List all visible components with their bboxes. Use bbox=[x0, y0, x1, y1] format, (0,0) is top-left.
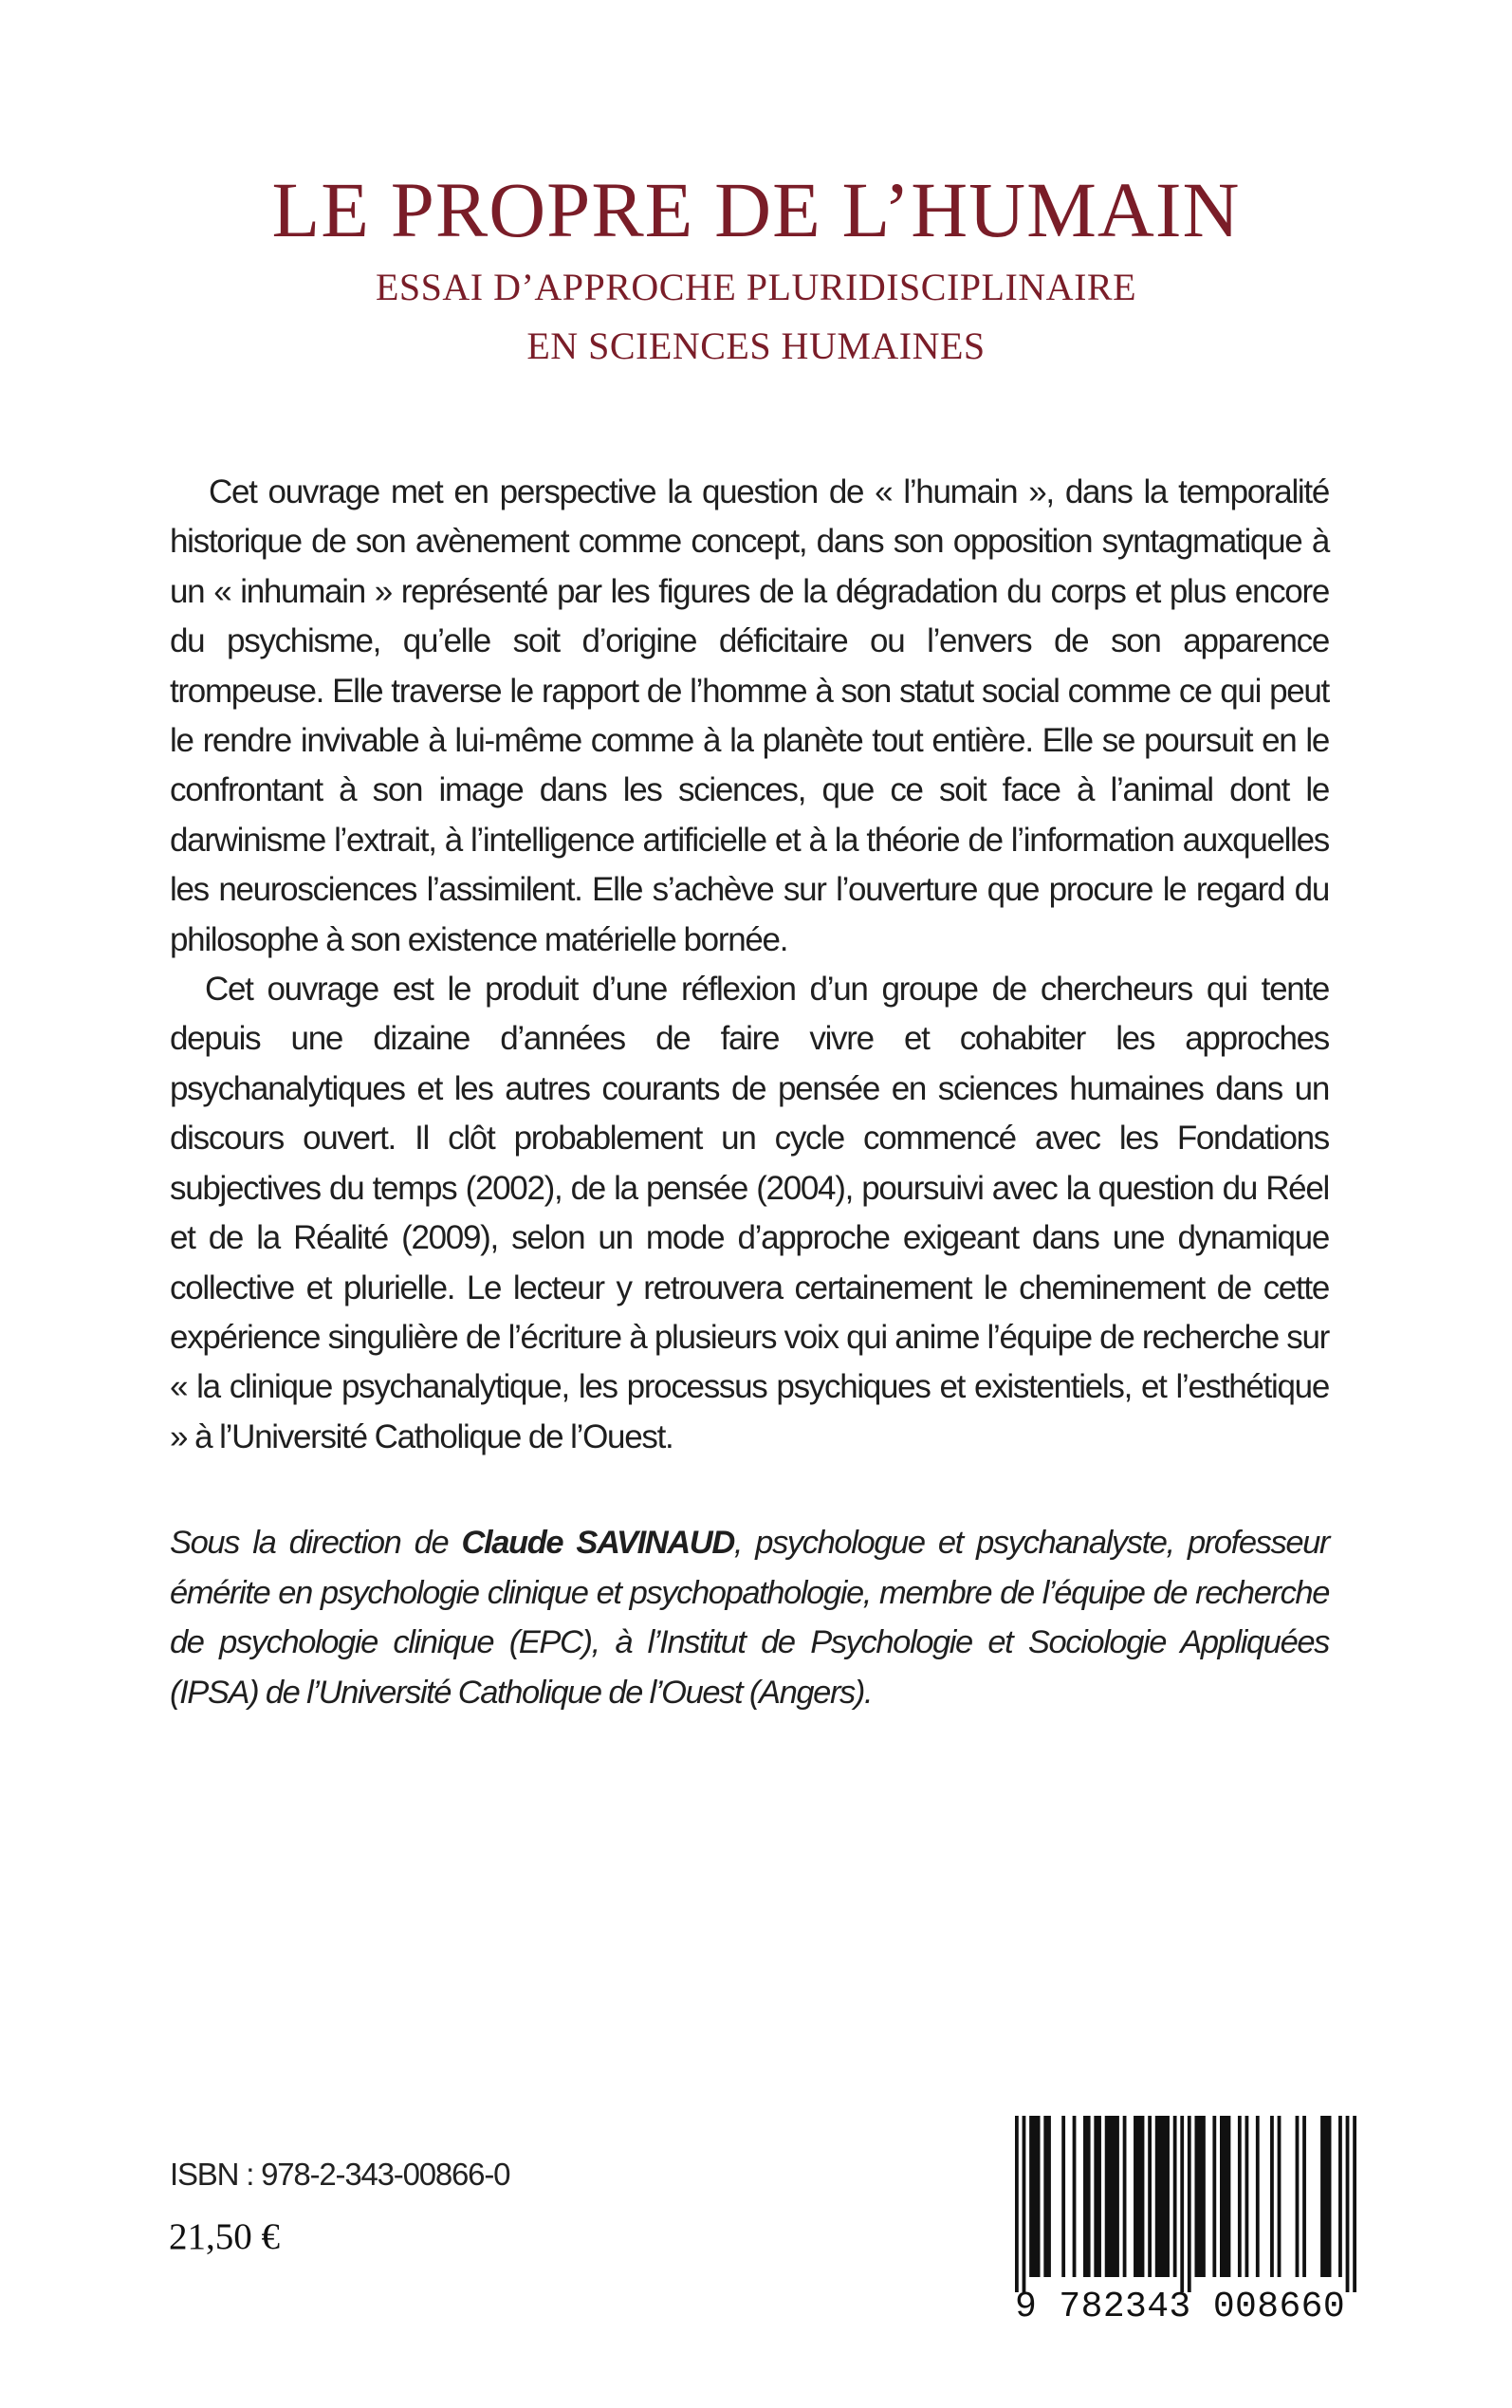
isbn: ISBN : 978-2-343-00866-0 bbox=[170, 2157, 510, 2192]
editor-credit bbox=[170, 1518, 1329, 1717]
book-subtitle-line-1: ESSAI D’APPROCHE PLURIDISCIPLINAIRE bbox=[375, 266, 1136, 308]
barcode-bar bbox=[1083, 2116, 1091, 2277]
barcode-bar bbox=[1134, 2116, 1144, 2277]
editor-name: Claude SAVINAUD bbox=[461, 1525, 734, 1561]
barcode-bar bbox=[1245, 2116, 1249, 2277]
barcode-bar bbox=[1043, 2116, 1051, 2277]
barcode-bar bbox=[1173, 2116, 1177, 2277]
barcode-digits: 9 782343 008660 bbox=[1015, 2287, 1346, 2327]
editor-credit-description: , psychologue et psychanalyste, professeur émérite en psychologie clinique et psychopathologie, membre de l’équipe de recherche de psychologie clinique (EPC), à l’Institut de Psychologie et Sociologie Appliquées (IPSA) de l’Université Catholique de l’Ouest (Angers). bbox=[170, 1525, 1329, 1711]
barcode-bar bbox=[1123, 2116, 1127, 2277]
book-subtitle-line-2: EN SCIENCES HUMAINES bbox=[526, 324, 986, 367]
barcode-bar bbox=[1061, 2116, 1065, 2277]
barcode-bar bbox=[1346, 2116, 1350, 2292]
barcode-bar bbox=[1073, 2116, 1077, 2277]
barcode-bar bbox=[1023, 2116, 1026, 2292]
barcode-bar bbox=[1220, 2116, 1230, 2277]
barcode-bar bbox=[1105, 2116, 1119, 2277]
barcode-bar bbox=[1256, 2116, 1260, 2277]
barcode-bar bbox=[1278, 2116, 1282, 2277]
barcode-bar bbox=[1094, 2116, 1101, 2277]
editor-credit-prefix: Sous la direction de bbox=[170, 1525, 462, 1561]
barcode-bar bbox=[1180, 2116, 1184, 2292]
blurb-paragraph-2: Cet ouvrage est le produit d’une réflexion d’un groupe de chercheurs qui tente depuis une dizaine d’années de faire vivre et cohabiter les approches psychanalytiques et les autres courants de pensée en sciences humaines dans un discours ouvert. Il clôt probablement un cycle commencé avec les Fondations subjectives du temps (2002), de la pensée (2004), poursuivi avec la question du Réel et de la Réalité (2009), selon un mode d’approche exigeant dans une dynamique collective et plurielle. Le lecteur y retrouvera certainement le cheminement de cette expérience singulière de l’écriture à plusieurs voix qui anime l’équipe de recherche sur « la clinique psychanalytique, les processus psychiques et existentiels, et l’esthétique » à l’Université Catholique de l’Ouest. bbox=[170, 971, 1329, 1455]
barcode-bar bbox=[1212, 2116, 1216, 2277]
barcode-bar bbox=[1194, 2116, 1205, 2277]
barcode-bar bbox=[1238, 2116, 1242, 2277]
barcode-bar bbox=[1029, 2116, 1040, 2277]
book-title: LE PROPRE DE L’HUMAIN bbox=[271, 166, 1241, 253]
blurb-paragraph-1: Cet ouvrage met en perspective la question de « l’humain », dans la temporalité historique de son avènement comme concept, dans son opposition syntagmatique à un « inhumain » représenté par les figures de la dégradation du corps et plus encore du psychisme, qu’elle soit d’origine déficitaire ou l’envers de son apparence trompeuse. Elle traverse le rapport de l’homme à son statut social comme ce qui peut le rendre invivable à lui-même comme à la planète tout entière. Elle se poursuit en le confrontant à son image dans les sciences, que ce soit face à l’animal dont le darwinisme l’extrait, à l’intelligence artificielle et à la théorie de l’information auxquelles les neurosciences l’assimilent. Elle s’achève sur l’ouverture que procure le regard du philosophe à son existence matérielle bornée. bbox=[170, 473, 1329, 958]
barcode-bar bbox=[1270, 2116, 1274, 2277]
barcode-bar bbox=[1155, 2116, 1170, 2277]
barcode-bar bbox=[1320, 2116, 1331, 2277]
barcode-bar bbox=[1015, 2116, 1019, 2292]
barcode-bars bbox=[1015, 2116, 1356, 2296]
barcode-bar bbox=[1148, 2116, 1152, 2277]
blurb bbox=[170, 468, 1329, 1462]
barcode-bar bbox=[1353, 2116, 1356, 2292]
price: 21,50 € bbox=[169, 2216, 280, 2257]
barcode bbox=[1015, 2116, 1356, 2327]
barcode-bar bbox=[1188, 2116, 1191, 2292]
barcode-bar bbox=[1302, 2116, 1306, 2277]
barcode-bar bbox=[1296, 2116, 1300, 2277]
barcode-bar bbox=[1338, 2116, 1342, 2277]
